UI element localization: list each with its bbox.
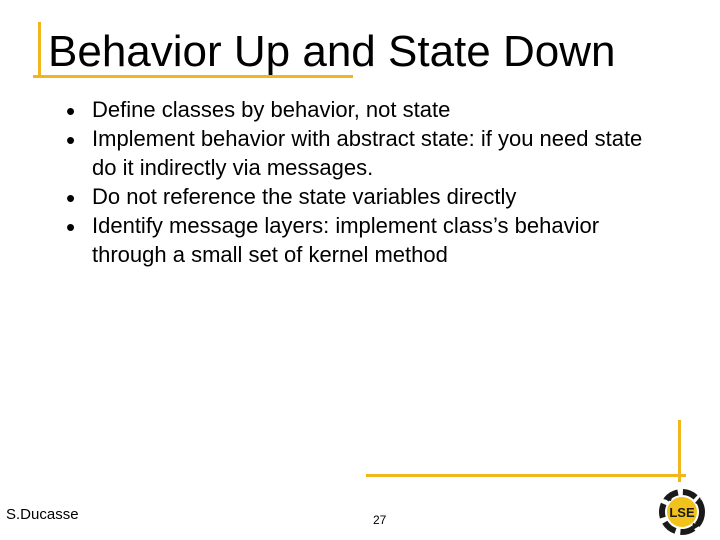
bullet-text: Define classes by behavior, not state bbox=[92, 97, 451, 122]
title-accent-vertical-rule bbox=[38, 22, 41, 78]
bullet-dot-icon: • bbox=[66, 96, 76, 126]
bullet-dot-icon: • bbox=[66, 125, 76, 155]
footer-accent-vertical-rule bbox=[678, 420, 681, 482]
bullet-dot-icon: • bbox=[66, 212, 76, 242]
page-number: 27 bbox=[373, 513, 387, 527]
lse-logo-icon bbox=[653, 485, 711, 537]
bullet-item bbox=[62, 124, 662, 182]
bullet-item bbox=[62, 95, 662, 124]
bullet-item bbox=[62, 182, 662, 211]
bullet-item bbox=[62, 211, 662, 269]
logo-lettering: LSE bbox=[669, 505, 695, 520]
bullet-text: Implement behavior with abstract state: if you need state do it indirectly via messages. bbox=[92, 126, 643, 180]
bullet-text: Identify message layers: implement class’s behavior through a small set of kernel method bbox=[92, 213, 600, 267]
bullet-text: Do not reference the state variables directly bbox=[92, 184, 517, 209]
bullet-list bbox=[62, 95, 662, 269]
footer-author: S.Ducasse bbox=[6, 506, 79, 523]
footer-accent-horizontal-rule bbox=[366, 474, 686, 477]
bullet-dot-icon: • bbox=[66, 183, 76, 213]
slide-title: Behavior Up and State Down bbox=[48, 27, 616, 76]
